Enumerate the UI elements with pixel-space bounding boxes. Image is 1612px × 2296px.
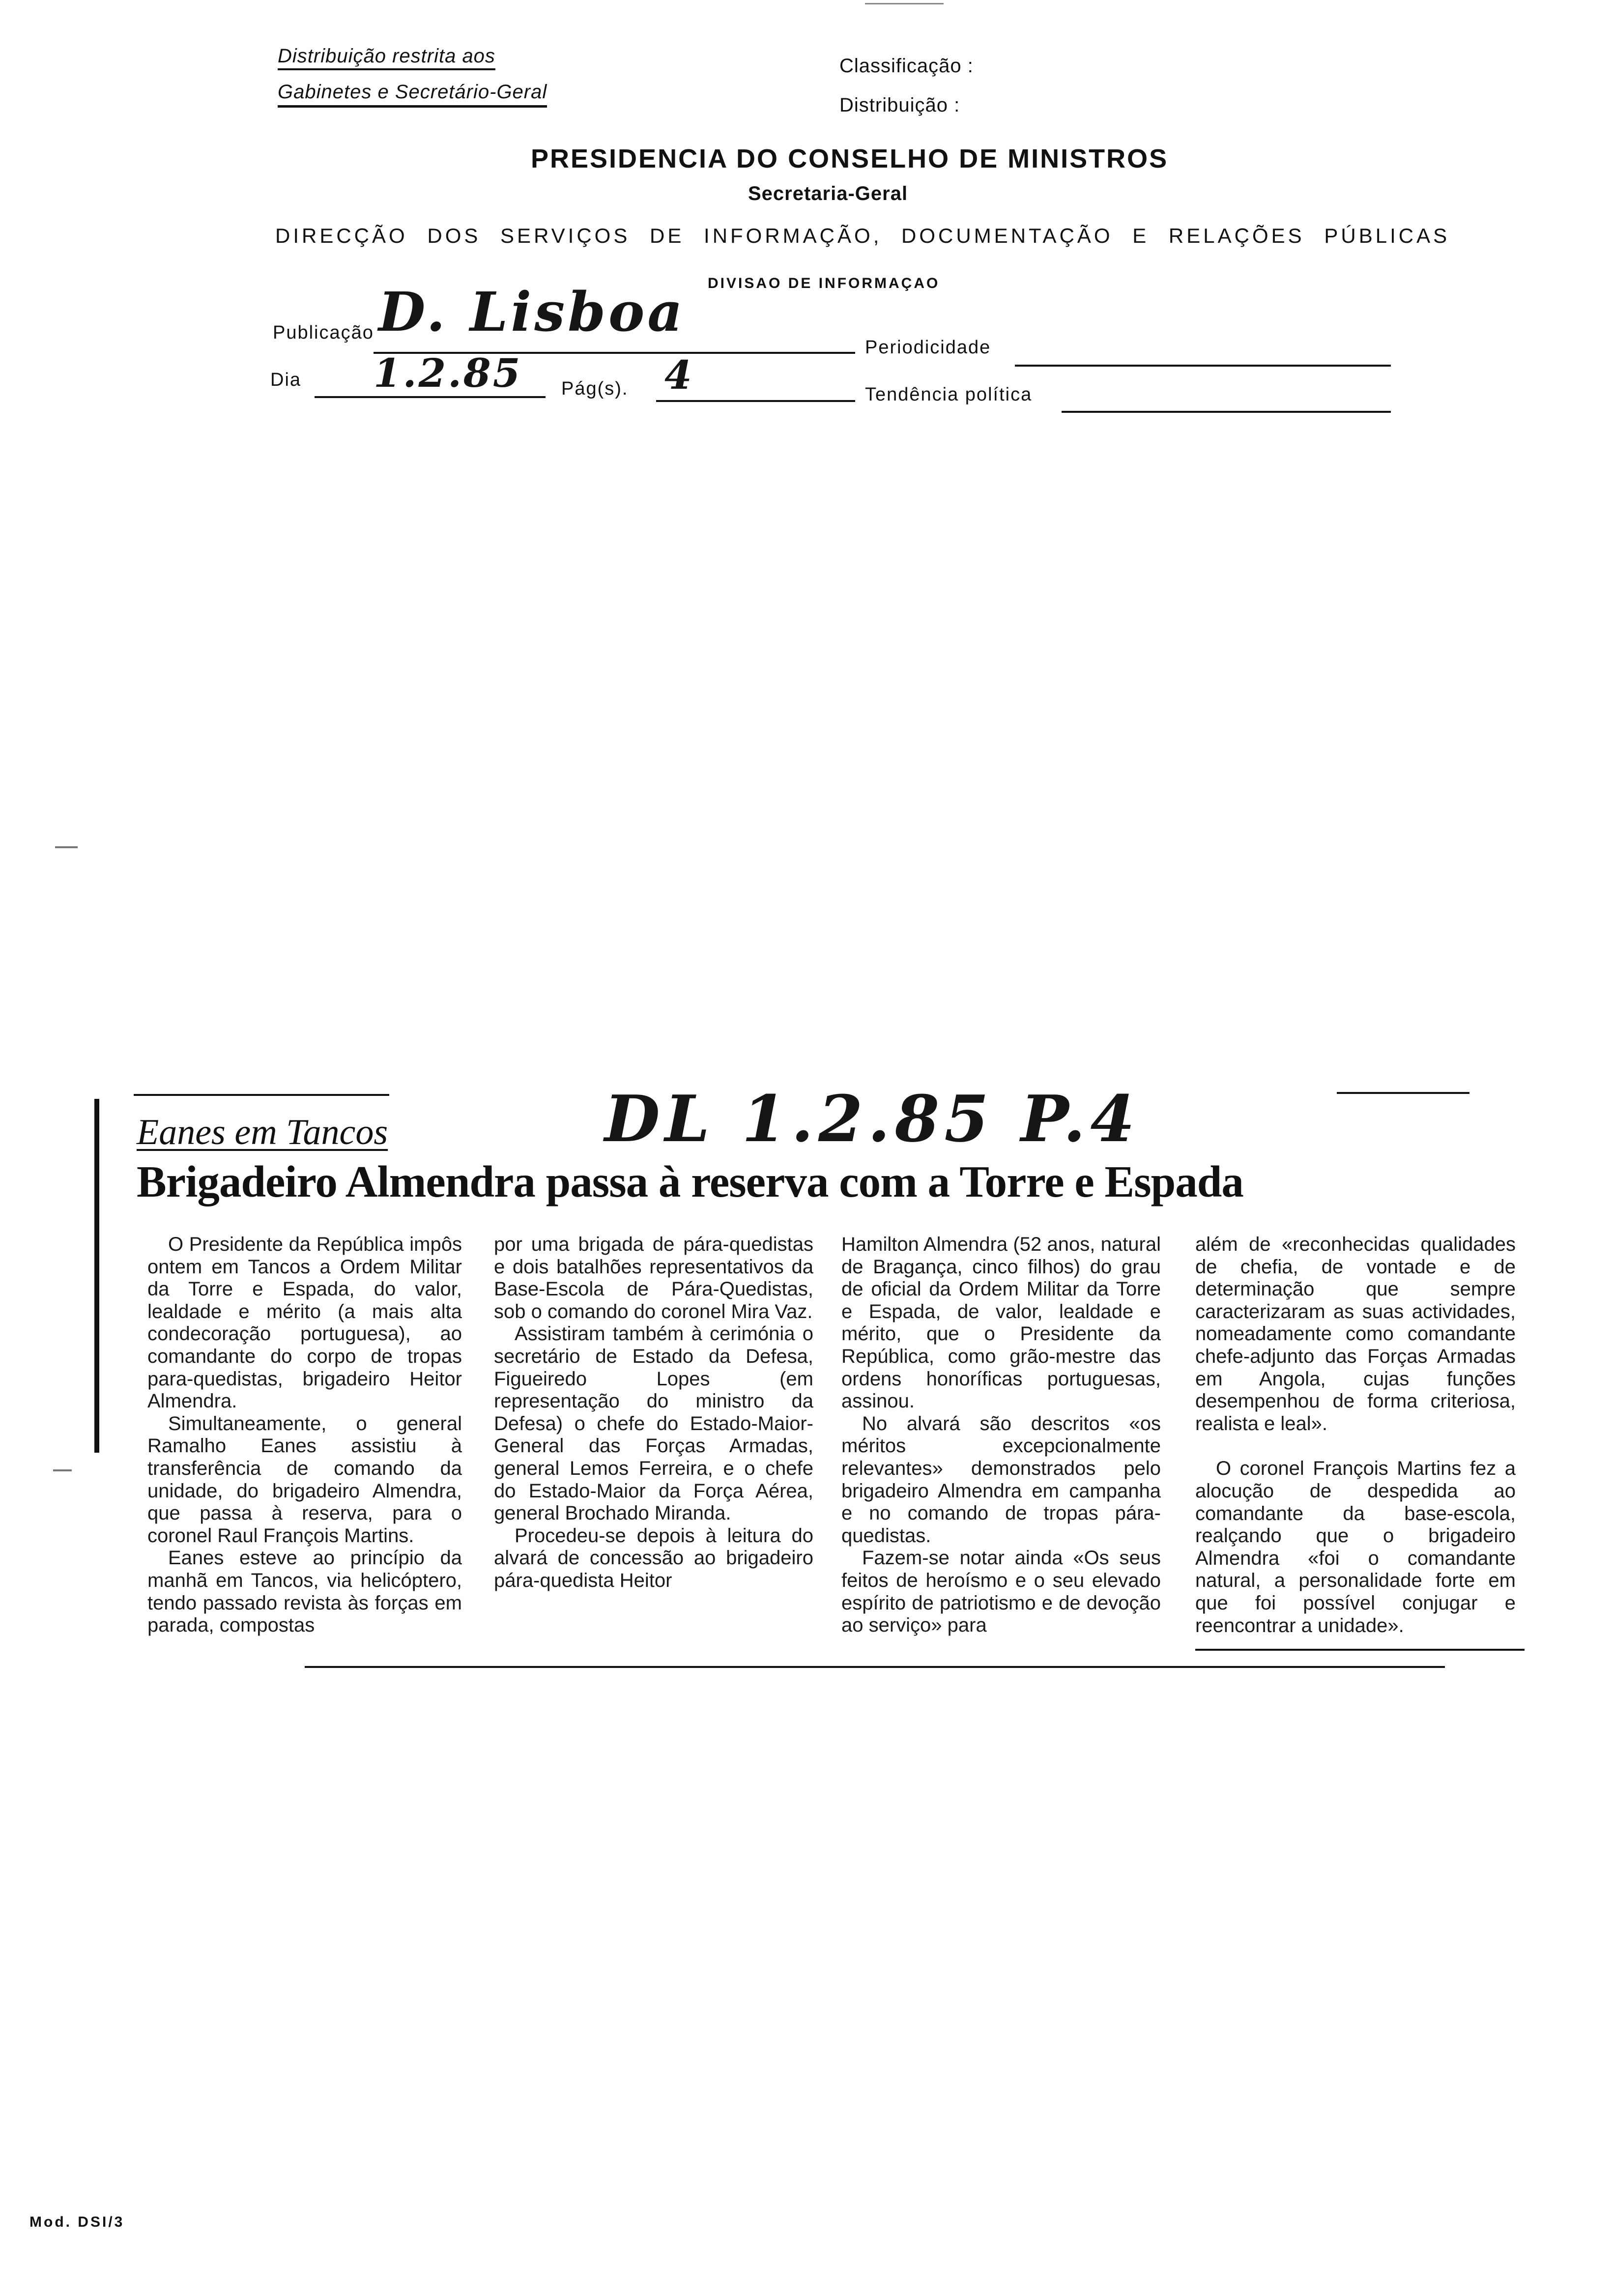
distribution-line-1: Distribuição restrita aos — [278, 45, 495, 70]
distribuicao-label: Distribuição : — [839, 94, 960, 116]
scan-mark — [865, 3, 944, 4]
article-column-2 — [494, 1234, 813, 1592]
article-paragraph: por uma brigada de pára-quedistas e dois batalhões representativos da Base-Escola de Pára-Quedistas, sob o comando do coronel Mira Vaz. — [494, 1234, 813, 1322]
direction-line: DIRECÇÃO DOS SERVIÇOS DE INFORMAÇÃO, DOCUMENTAÇÃO E RELAÇÕES PÚBLICAS — [275, 224, 1450, 247]
tendencia-label: Tendência política — [865, 384, 1033, 405]
dia-label: Dia — [270, 370, 302, 390]
scan-mark — [55, 846, 78, 848]
distribution-line-2: Gabinetes e Secretário-Geral — [278, 81, 547, 108]
pags-handwritten-value: 4 — [664, 352, 692, 398]
clipping-top-rule-left — [134, 1094, 389, 1096]
article-paragraph: Eanes esteve ao princípio da manhã em Tancos, via helicóptero, tendo passado revista às forças em parada, compostas — [147, 1547, 462, 1636]
dia-handwritten-value: 1.2.85 — [374, 350, 522, 396]
pags-underline — [656, 400, 855, 402]
classificacao-label: Classificação : — [839, 55, 974, 77]
org-subtitle: Secretaria-Geral — [748, 183, 908, 204]
article-headline: Brigadeiro Almendra passa à reserva com a Torre e Espada — [137, 1157, 1243, 1206]
article-paragraph: O Presidente da República impôs ontem em Tancos a Ordem Militar da Torre e Espada, do valor, lealdade e mérito (a mais alta condecoração portuguesa), ao comandante do corpo de tropas para-quedistas, brigadeiro Heitor Almendra. — [147, 1234, 462, 1412]
periodicidade-underline — [1015, 365, 1391, 367]
article-paragraph: Simultaneamente, o general Ramalho Eanes assistiu à transferência de comando da unidade, do brigadeiro Almendra, que passa à reserva, para o coronel Raul François Martins. — [147, 1412, 462, 1547]
article-paragraph: além de «reconhecidas qualidades de chefia, de vontade e de determinação que sempre caracterizaram as suas actividades, nomeadamente como comandante chefe-adjunto das Forças Armadas em Angola, cujas funções desempenhou de forma criteriosa, realista e leal». — [1195, 1234, 1516, 1435]
tendencia-underline — [1062, 411, 1391, 413]
article-paragraph: Hamilton Almendra (52 anos, natural de Bragança, cinco filhos) do grau de oficial da Ordem Militar da Torre e Espada, de valor, lealdade e mérito, que o Presidente da República, como grão-mestre das ordens honoríficas portuguesas, assinou. — [841, 1234, 1161, 1412]
org-title: PRESIDENCIA DO CONSELHO DE MINISTROS — [531, 144, 1169, 173]
periodicidade-label: Periodicidade — [865, 337, 991, 358]
article-kicker: Eanes em Tancos — [137, 1112, 388, 1152]
distribution-note — [278, 45, 547, 108]
division-line: DIVISAO DE INFORMAÇAO — [708, 275, 940, 291]
article-paragraph: Assistiram também à cerimónia o secretário de Estado da Defesa, Figueiredo Lopes (em representação do ministro da Defesa) o chefe do Estado-Maior-General das Forças Armadas, general Lemos Ferreira, e o chefe do Estado-Maior da Força Aérea, general Brochado Miranda. — [494, 1323, 813, 1524]
article-bottom-rule — [305, 1666, 1445, 1668]
article-bottom-rule-right — [1195, 1649, 1525, 1651]
article-column-1 — [147, 1234, 462, 1637]
clipping-handwritten-annotation: DL 1.2.85 P.4 — [604, 1081, 1140, 1156]
article-paragraph: O coronel François Martins fez a alocução de despedida ao comandante da base-escola, realçando que o brigadeiro Almendra «foi o comandante natural, a personalidade forte em que foi possível conjugar e reencontrar a unidade». — [1195, 1458, 1516, 1636]
publicacao-label: Publicação — [273, 322, 374, 343]
publicacao-handwritten-value: D. Lisboa — [378, 280, 686, 344]
article-column-3 — [841, 1234, 1161, 1637]
form-code: Mod. DSI/3 — [29, 2214, 125, 2230]
dia-underline — [315, 396, 546, 398]
article-paragraph: Procedeu-se depois à leitura do alvará de concessão ao brigadeiro pára-quedista Heitor — [494, 1524, 813, 1591]
article-column-4 — [1195, 1234, 1516, 1637]
article-paragraph: No alvará são descritos «os méritos excepcionalmente relevantes» demonstrados pelo brigadeiro Almendra em campanha e no comando de tropas pára-quedistas. — [841, 1412, 1161, 1547]
scan-mark — [53, 1469, 72, 1471]
clipping-left-bar — [94, 1099, 99, 1453]
clipping-top-rule-right — [1337, 1092, 1469, 1094]
article-paragraph: Fazem-se notar ainda «Os seus feitos de heroísmo e o seu elevado espírito de patriotismo e de devoção ao serviço» para — [841, 1547, 1161, 1636]
pags-label: Pág(s). — [561, 378, 629, 399]
